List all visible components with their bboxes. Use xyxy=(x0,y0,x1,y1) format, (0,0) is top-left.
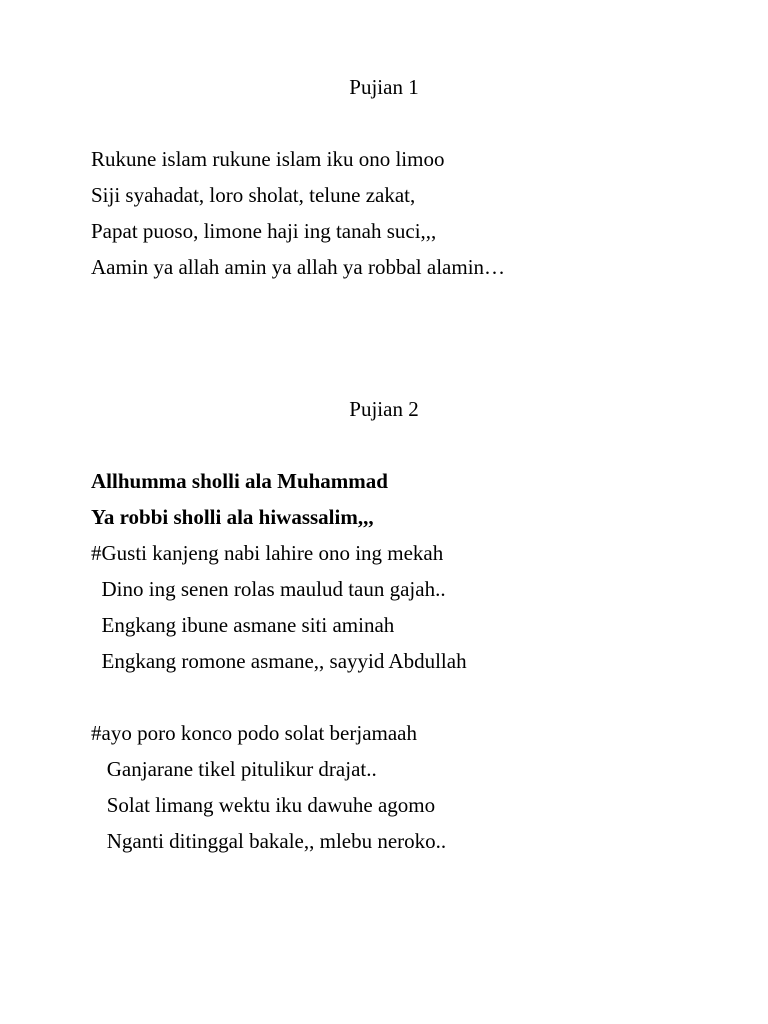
lyric-line: Siji syahadat, loro sholat, telune zakat, xyxy=(91,183,416,207)
chorus-line: Ya robbi sholli ala hiwassalim,,, xyxy=(91,505,374,529)
chorus-line: Allhumma sholli ala Muhammad xyxy=(91,469,388,493)
lyric-line: #ayo poro konco podo solat berjamaah xyxy=(91,721,417,745)
lyric-line: Dino ing senen rolas maulud taun gajah.. xyxy=(91,577,446,601)
section-title-pujian-2: Pujian 2 xyxy=(349,397,419,421)
section-1-lyrics xyxy=(91,141,751,285)
lyric-line: #Gusti kanjeng nabi lahire ono ing mekah xyxy=(91,541,444,565)
lyric-line: Ganjarane tikel pitulikur drajat.. xyxy=(91,757,377,781)
section-2-chorus xyxy=(91,463,751,535)
lyric-line: Engkang romone asmane,, sayyid Abdullah xyxy=(91,649,467,673)
lyric-line: Engkang ibune asmane siti aminah xyxy=(91,613,395,637)
section-2-verse-2 xyxy=(91,715,751,859)
lyric-line: Solat limang wektu iku dawuhe agomo xyxy=(91,793,436,817)
lyric-line: Nganti ditinggal bakale,, mlebu neroko.. xyxy=(91,829,447,853)
section-2-verse-1 xyxy=(91,535,751,679)
lyric-line: Papat puoso, limone haji ing tanah suci,,, xyxy=(91,219,437,243)
lyric-line: Rukune islam rukune islam iku ono limoo xyxy=(91,147,445,171)
lyric-line: Aamin ya allah amin ya allah ya robbal alamin… xyxy=(91,255,506,279)
section-title-pujian-1: Pujian 1 xyxy=(349,75,419,99)
